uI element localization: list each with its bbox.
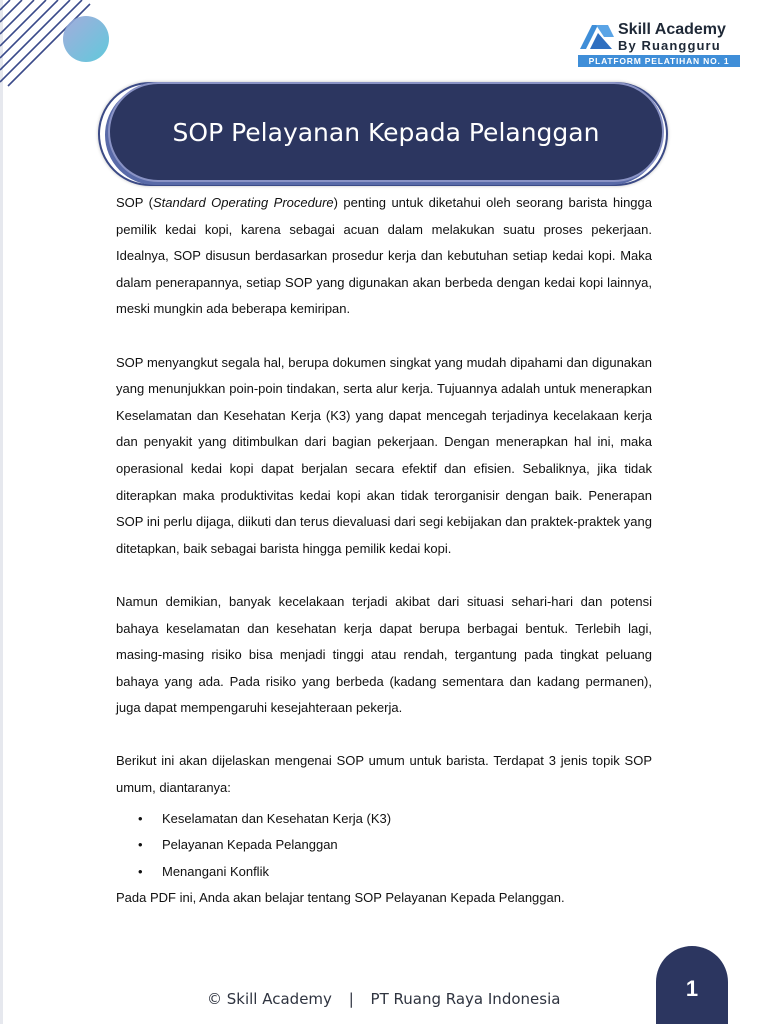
topic-list — [116, 806, 652, 886]
logo-subtitle: By Ruangguru — [618, 38, 721, 53]
page-edge — [0, 0, 3, 1024]
paragraph-risk: Namun demikian, banyak kecelakaan terjadi akibat dari situasi sehari-hari dan potensi bahaya keselamatan dan kesehatan kerja dapat berupa berbagai bentuk. Terlebih lagi, masing-masing risiko bisa menjadi tinggi atau rendah, tergantung pada tingkat peluang bahaya yang ada. Pada risiko yang berbeda (kadang sementara dan kadang permanen), juga dapat mempengaruhi kesejahteraan pekerja. — [116, 593, 652, 716]
paragraph-intro-prefix: SOP ( — [116, 195, 153, 210]
footer — [207, 990, 560, 1008]
footer-copyright: © Skill Academy — [207, 990, 332, 1008]
list-item: • Menangani Konflik — [116, 859, 652, 886]
decorative-stripes — [0, 0, 120, 90]
logo-tagline: PLATFORM PELATIHAN NO. 1 — [578, 55, 740, 67]
page-number: 1 — [685, 976, 699, 1001]
title-pill — [108, 82, 664, 182]
brand-logo — [578, 20, 743, 70]
logo-title: Skill Academy — [618, 21, 726, 38]
decorative-circle — [63, 16, 109, 62]
paragraph-intro-term: Standard Operating Procedure — [152, 195, 334, 210]
list-item: • Pelayanan Kepada Pelanggan — [116, 832, 652, 859]
paragraph-intro-text: ) penting untuk diketahui oleh seorang barista hingga pemilik kedai kopi, karena sebagai acuan dalam melakukan suatu proses pekerjaan. Idealnya, SOP disusun berdasarkan prosedur kerja dan kebutuhan setiap kedai kopi. Maka dalam penerapannya, setiap SOP yang digunakan akan berbeda dengan kedai kopi lainnya, meski mungkin ada beberapa kemiripan. — [116, 195, 652, 317]
paragraph-intro — [116, 190, 652, 323]
list-item: • Keselamatan dan Kesehatan Kerja (K3) — [116, 806, 652, 833]
document-body — [116, 190, 652, 912]
logo-mark-icon — [578, 23, 614, 51]
paragraph-closing: Pada PDF ini, Anda akan belajar tentang SOP Pelayanan Kepada Pelanggan. — [116, 890, 565, 906]
page-title: SOP Pelayanan Kepada Pelanggan — [172, 117, 600, 147]
page-number-tab — [656, 946, 728, 1024]
footer-separator: | — [348, 990, 354, 1008]
footer-company: PT Ruang Raya Indonesia — [370, 990, 561, 1008]
paragraph-scope: SOP menyangkut segala hal, berupa dokumen singkat yang mudah dipahami dan digunakan yang menunjukkan poin-poin tindakan, serta alur kerja. Tujuannya adalah untuk menerapkan Keselamatan dan Kesehatan Kerja (K3) yang dapat mencegah terjadinya kecelakaan kerja dan penyakit yang ditimbulkan dari bagian pekerjaan. Dengan menerapkan hal ini, maka operasional kedai kopi dapat berjalan secara efektif dan efisien. Sebaliknya, jika tidak diterapkan maka produktivitas kedai kopi akan tidak terorganisir dengan baik. Penerapan SOP ini perlu dijaga, diikuti dan terus dievaluasi dari segi kebijakan dan praktek-praktek yang ditetapkan, baik sebagai barista hingga pemilik kedai kopi. — [116, 354, 652, 556]
paragraph-topics: Berikut ini akan dijelaskan mengenai SOP umum untuk barista. Terdapat 3 jenis topik SOP umum, diantaranya: — [116, 753, 652, 796]
